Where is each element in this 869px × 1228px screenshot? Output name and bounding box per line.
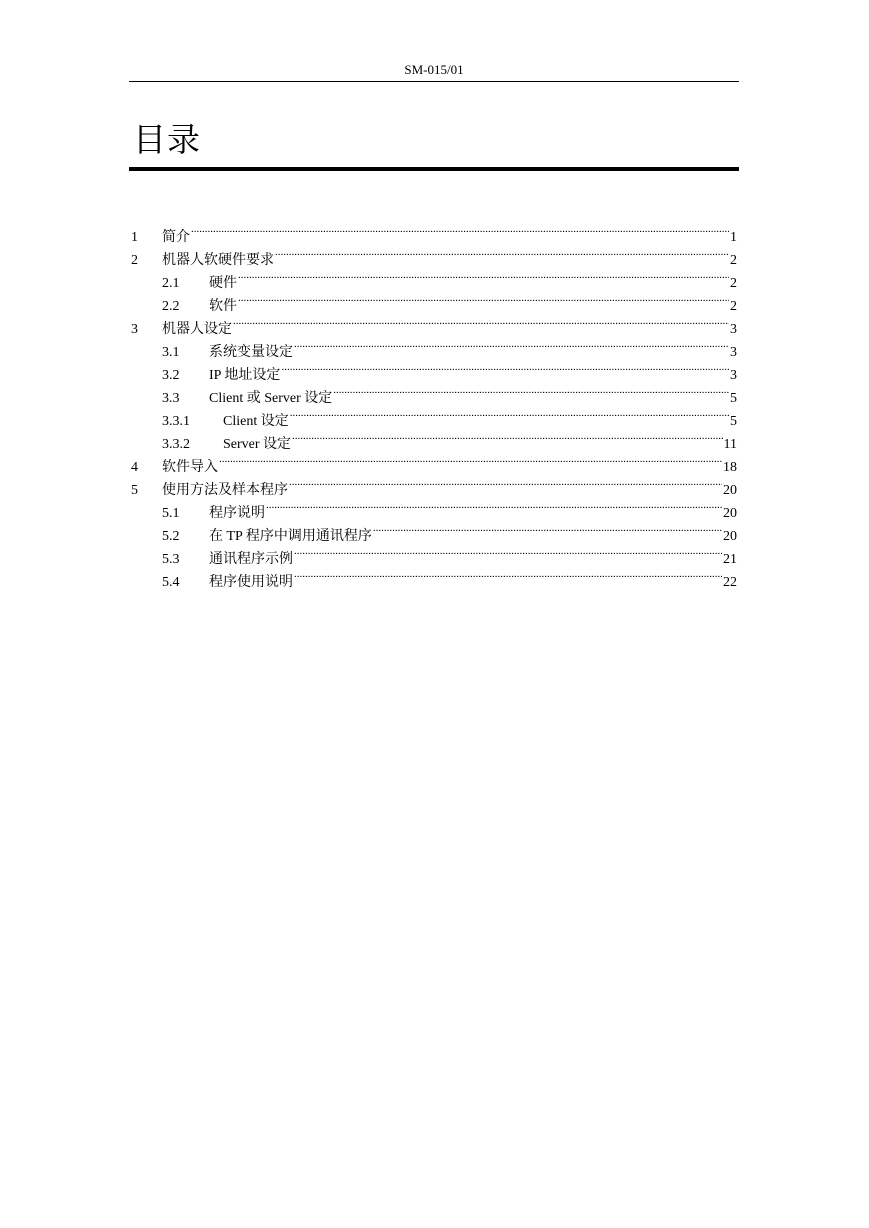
toc-entry-page: 11 xyxy=(723,437,737,452)
toc-entry-page: 20 xyxy=(723,506,737,521)
toc-entry-number: 3 xyxy=(131,322,138,337)
dot-leader xyxy=(238,264,729,287)
toc-entry-page: 3 xyxy=(730,345,737,360)
toc-entry-page: 21 xyxy=(723,552,737,567)
toc-entry-label: 机器人设定 xyxy=(162,322,232,337)
toc-entry-label: 使用方法及样本程序 xyxy=(162,483,288,498)
toc-entry-number: 5.2 xyxy=(162,529,180,544)
page-header xyxy=(129,62,739,82)
toc-entry-number: 3.3 xyxy=(162,391,180,406)
document-code: SM-015/01 xyxy=(404,62,464,77)
toc-entry-number: 5.1 xyxy=(162,506,180,521)
toc-entry-number: 4 xyxy=(131,460,138,475)
toc-entry-label: 简介 xyxy=(162,230,190,245)
toc-entry-page: 5 xyxy=(730,391,737,406)
toc-entry-label: Client 设定 xyxy=(223,414,289,429)
title-rule xyxy=(129,167,739,171)
dot-leader xyxy=(266,494,722,517)
toc-entry-number: 5.3 xyxy=(162,552,180,567)
dot-leader xyxy=(333,379,729,402)
toc-entry-page: 20 xyxy=(723,529,737,544)
dot-leader xyxy=(281,356,729,379)
toc-entry-label: 在 TP 程序中调用通讯程序 xyxy=(209,529,372,544)
toc-entry-page: 20 xyxy=(723,483,737,498)
dot-leader xyxy=(238,287,729,310)
toc-entry[interactable] xyxy=(131,218,737,245)
toc-entry-number: 2.1 xyxy=(162,276,180,291)
dot-leader xyxy=(292,425,722,448)
toc-entry-label: Server 设定 xyxy=(223,437,292,452)
toc-entry-label: 软件导入 xyxy=(162,460,218,475)
toc-entry-page: 5 xyxy=(730,414,737,429)
toc-entry-label: Client 或 Server 设定 xyxy=(209,391,333,406)
dot-leader xyxy=(294,540,722,563)
toc-entry-number: 3.3.2 xyxy=(162,437,190,452)
toc-entry-label: IP 地址设定 xyxy=(209,368,281,383)
toc-entry[interactable] xyxy=(131,448,737,475)
toc-entry-label: 硬件 xyxy=(209,276,237,291)
dot-leader xyxy=(233,310,729,333)
toc-entry-number: 5 xyxy=(131,483,138,498)
table-of-contents xyxy=(131,218,737,590)
toc-entry-number: 2.2 xyxy=(162,299,180,314)
toc-entry-label: 通讯程序示例 xyxy=(209,552,293,567)
dot-leader xyxy=(275,241,729,264)
toc-entry-label: 系统变量设定 xyxy=(209,345,293,360)
toc-entry-number: 3.2 xyxy=(162,368,180,383)
toc-entry-label: 软件 xyxy=(209,299,237,314)
toc-entry[interactable] xyxy=(131,241,737,268)
toc-entry-number: 3.1 xyxy=(162,345,180,360)
toc-entry-label: 机器人软硬件要求 xyxy=(162,253,274,268)
toc-entry-page: 18 xyxy=(723,460,737,475)
dot-leader xyxy=(373,517,722,540)
toc-entry-number: 5.4 xyxy=(162,575,180,590)
toc-entry-number: 2 xyxy=(131,253,138,268)
toc-entry-page: 22 xyxy=(723,575,737,590)
dot-leader xyxy=(294,563,722,586)
toc-entry-page: 1 xyxy=(730,230,737,245)
toc-entry-page: 2 xyxy=(730,253,737,268)
toc-entry-number: 1 xyxy=(131,230,138,245)
dot-leader xyxy=(191,218,729,241)
toc-entry[interactable] xyxy=(131,471,737,498)
dot-leader xyxy=(219,448,722,471)
toc-entry-label: 程序说明 xyxy=(209,506,265,521)
toc-title: 目录 xyxy=(133,120,201,159)
toc-entry-page: 3 xyxy=(730,322,737,337)
dot-leader xyxy=(289,471,722,494)
toc-entry-page: 2 xyxy=(730,299,737,314)
toc-entry-number: 3.3.1 xyxy=(162,414,190,429)
dot-leader xyxy=(294,333,729,356)
dot-leader xyxy=(290,402,729,425)
toc-entry-page: 2 xyxy=(730,276,737,291)
toc-entry-page: 3 xyxy=(730,368,737,383)
toc-entry-label: 程序使用说明 xyxy=(209,575,293,590)
